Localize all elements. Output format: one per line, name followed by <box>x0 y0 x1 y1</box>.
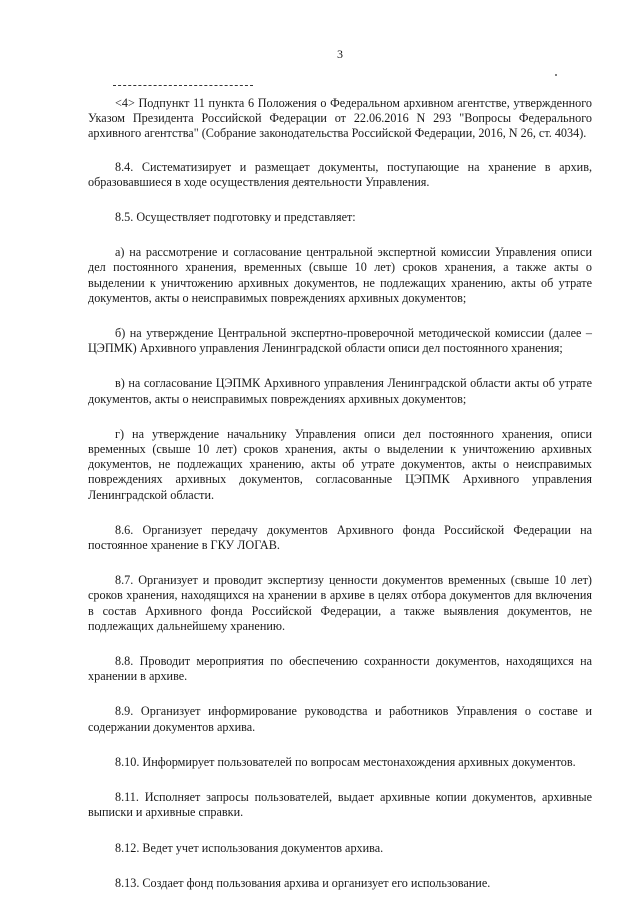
paragraph-8-5-a: а) на рассмотрение и согласование центральной экспертной комиссии Управления описи дел постоянного хранения, временных (свыше 10 лет) сроков хранения, а также акты о выделении к уничтожению архивных документов, не подлежащих хранению, акты об утрате документов, акты о неисправимых повреждениях архивных документов; <box>88 245 592 305</box>
paragraph-8-6: 8.6. Организует передачу документов Архивного фонда Российской Федерации на постоянное хранение в ГКУ ЛОГАВ. <box>88 522 592 553</box>
document-body <box>88 96 592 911</box>
paragraph-8-5-g: г) на утверждение начальнику Управления описи дел постоянного хранения, описи временных (свыше 10 лет) сроков хранения, акты о выделении к уничтожению архивных документов, не подлежащих хранению, акты об утрате документов, акты о неисправимых повреждениях архивных документов, согласованные ЦЭПМК Архивного управления Ленинградской области. <box>88 426 592 502</box>
paragraph-8-5-v: в) на согласование ЦЭПМК Архивного управления Ленинградской области акты об утрате документов, акты о неисправимых повреждениях архивных документов; <box>88 376 592 406</box>
paragraph-8-5-b: б) на утверждение Центральной экспертно-проверочной методической комиссии (далее – ЦЭПМК) Архивного управления Ленинградской области описи дел постоянного хранения; <box>88 326 592 356</box>
footnote-separator <box>113 85 253 86</box>
paragraph-8-12: 8.12. Ведет учет использования документов архива. <box>115 840 384 855</box>
scan-speck <box>555 74 557 76</box>
paragraph-8-9: 8.9. Организует информирование руководства и работников Управления о составе и содержании документов архива. <box>88 704 592 734</box>
paragraph-8-7: 8.7. Организует и проводит экспертизу ценности документов временных (свыше 10 лет) сроков хранения, находящихся на хранении в архиве в целях отбора документов для включения в состав Архивного фонда Российской Федерации, а также выявления документов, не подлежащих дальнейшему хранению. <box>88 573 592 633</box>
paragraph-8-10: 8.10. Информирует пользователей по вопросам местонахождения архивных документов. <box>115 754 576 769</box>
paragraph-8-4: 8.4. Систематизирует и размещает документы, поступающие на хранение в архив, образовавшиеся в ходе осуществления деятельности Управления. <box>88 159 592 189</box>
paragraph-8-11: 8.11. Исполняет запросы пользователей, выдает архивные копии документов, архивные выписки и архивные справки. <box>88 790 592 820</box>
page-number: 3 <box>337 47 343 61</box>
paragraph-8-8: 8.8. Проводит мероприятия по обеспечению сохранности документов, находящихся на хранении в архиве. <box>88 654 592 684</box>
paragraph-8-13: 8.13. Создает фонд пользования архива и организует его использование. <box>115 875 491 890</box>
footnote-text: <4> Подпункт 11 пункта 6 Положения о Федеральном архивном агентстве, утвержденного Указом Президента Российской Федерации от 22.06.2016 N 293 "Вопросы Федерального архивного агентства" (Собрание законодательства Российской Федерации, 2016, N 26, ст. 4034). <box>88 96 592 141</box>
paragraph-8-5: 8.5. Осуществляет подготовку и представляет: <box>115 210 356 225</box>
